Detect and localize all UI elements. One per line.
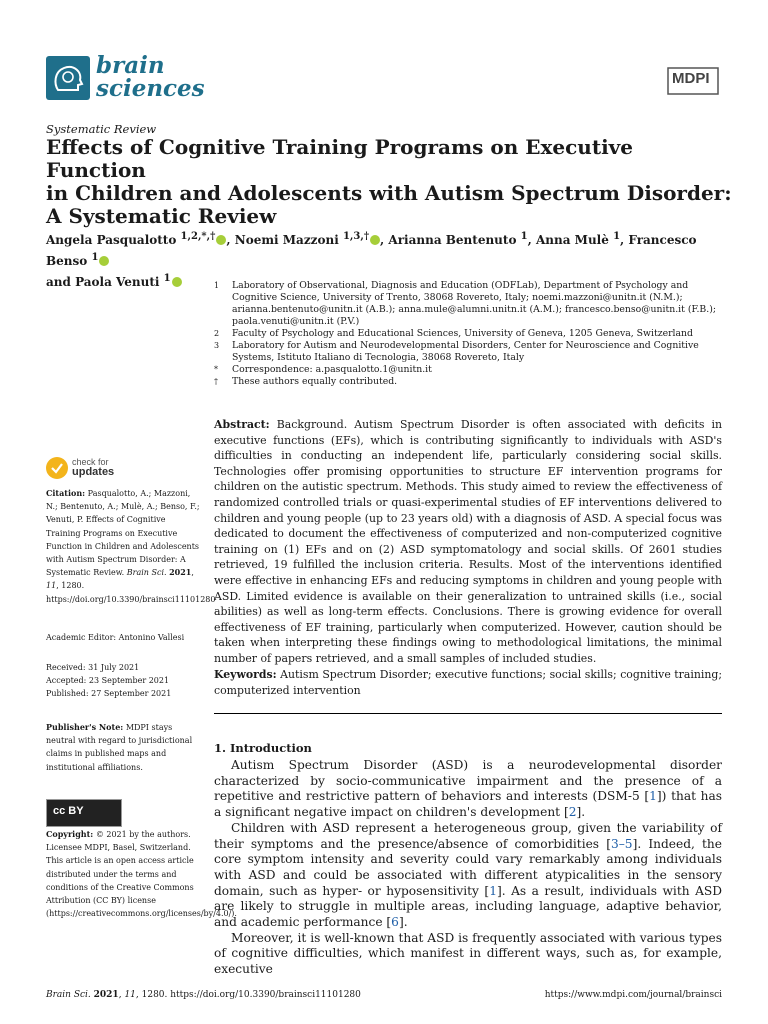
- affiliation-item: 1 Laboratory of Observational, Diagnosis and Education (ODFLab), Department of Psychology and Cognitive Science, University of Trento, 38068 Rovereto, Italy; noemi.mazzoni@unitn.it (N.M.); arianna.bentenuto@unitn.it (A.B.); anna.mule@alumni.unitn.it (A.M.); francesco.benso@unitn.it (F.B.); paola.venuti@unitn.it (P.V.): [214, 280, 716, 327]
- citation-link[interactable]: 3–5: [610, 836, 633, 851]
- affiliation-item: † These authors equally contributed.: [214, 376, 398, 387]
- orcid-icon[interactable]: [172, 277, 182, 287]
- check-badge-icon: [46, 457, 68, 479]
- cc-license-badge[interactable]: [46, 799, 122, 827]
- article-title: Effects of Cognitive Training Programs on Executive Function in Children and Adolescents with Autism Spectrum Disorder: A Systematic Review: [46, 135, 732, 228]
- orcid-icon[interactable]: [216, 235, 226, 245]
- affiliation-item: 2 Faculty of Psychology and Educational Sciences, University of Geneva, 1205 Geneva, Switzerland: [214, 328, 693, 339]
- dates-block: Received: 31 July 2021 Accepted: 23 September 2021 Published: 27 September 2021: [46, 663, 172, 699]
- orcid-icon[interactable]: [99, 256, 109, 266]
- orcid-icon[interactable]: [370, 235, 380, 245]
- academic-editor: Academic Editor: Antonino Vallesi: [46, 633, 185, 642]
- journal-logo[interactable]: [46, 52, 206, 106]
- article-type: Systematic Review: [46, 122, 157, 136]
- cc-by-icon: cc BY: [53, 805, 84, 817]
- section-divider: [214, 713, 722, 714]
- publishers-note: Publisher's Note: MDPI stays neutral with regard to jurisdictional claims in published maps and institutional affiliations.: [46, 722, 193, 772]
- publisher-name: MDPI: [672, 70, 710, 87]
- publisher-logo[interactable]: [664, 66, 722, 96]
- check-for-updates-button[interactable]: check for updates: [46, 455, 166, 485]
- copyright-block: Copyright: © 2021 by the authors. Licensee MDPI, Basel, Switzerland. This article is an open access article distributed under the terms and conditions of the Creative Commons Attribution (CC BY) license (https://creativecommons.org/licenses/by/4.0/).: [46, 829, 237, 919]
- affiliation-item: 3 Laboratory for Autism and Neurodevelopmental Disorders, Center for Neuroscience and Cognitive Systems, Istituto Italiano di Tecnologia, 38068 Rovereto, Italy: [214, 340, 699, 363]
- affiliations: [214, 280, 724, 388]
- brain-head-icon: [46, 56, 90, 100]
- abstract: Abstract: Background. Autism Spectrum Disorder is often associated with deficits in executive functions (EFs), which is contributing significantly to individuals with ASD's difficulties in conducting an independent life, particularly considering social skills. Technologies offer promising opportunities to structure EF intervention programs for children on the autistic spectrum. Methods. This study aimed to review the effectiveness of randomized controlled trials or quasi-experimental studies of EF interventions delivered to children and young people (up to 23 years old) with a diagnosis of ASD. A special focus was dedicated to document the effectiveness of computerized and non-computerized cognitive training on (1) EFs and on (2) ASD symptomatology and social skills. Of 2601 studies retrieved, 19 fulfilled the inclusion criteria. Results. Most of the interventions identified were effective in enhancing EFs and reducing symptoms in children and young people with ASD. Limited evidence is available on their generalization to untrained skills (i.e., social abilities) as well as long-term effects. Conclusions. There is growing evidence for overall effectiveness of EF training, particularly when computerized. However, caution should be taken when interpreting these findings owing to methodological limitations, the minimal number of papers retrieved, and a small samples of included studies.: [214, 418, 722, 665]
- keywords: Keywords: Autism Spectrum Disorder; executive functions; social skills; cognitive training; computerized intervention: [214, 668, 722, 697]
- footer-citation: Brain Sci. 2021, 11, 1280. https://doi.org/10.3390/brainsci11101280: [46, 990, 361, 1000]
- affiliation-item: * Correspondence: a.pasqualotto.1@unitn.it: [214, 364, 432, 375]
- citation-link[interactable]: 1: [649, 789, 657, 804]
- journal-name: brain sciences: [96, 52, 205, 102]
- citation-link[interactable]: 6: [391, 915, 399, 930]
- citation-link[interactable]: 1: [489, 883, 497, 898]
- citation-link[interactable]: 2: [568, 805, 577, 820]
- intro-text: Autism Spectrum Disorder (ASD) is a neurodevelopmental disorder characterized by socio-communicative impairment and the presence of a repetitive and restrictive pattern of behaviors and interests (DSM-5 [1]) that has a significant negative impact on children's development [2]. Children with ASD represent a heterogeneous group, given the variability of their symptoms and the presence/absence of comorbidities [3–5]. Indeed, the core symptom intensity and severity could vary remarkably among individuals with ASD and could be associated with different atypicalities in the sensory domain, such as hyper- or hyposensitivity [1]. As a result, individuals with ASD are likely to struggle in multiple areas, including language, adaptive behavior, and academic performance [6]. Moreover, it is well-known that ASD is frequently associated with various types of cognitive difficulties, which manifest in different ways, such as, for example, executive: [214, 758, 723, 977]
- footer-journal-url[interactable]: https://www.mdpi.com/journal/brainsci: [544, 990, 722, 1000]
- author-list: Angela Pasqualotto $^{1,2,*,\dagger}$ , Noemi Mazzoni $^{1,3,\dagger}$ , Arianna Bentenuto $^1$, Anna Mulè $^1$, Francesco Benso $^1$ and Paola Venuti $^1$: [46, 231, 697, 289]
- section-heading: 1. Introduction: [214, 741, 312, 755]
- citation-block: Citation: Pasqualotto, A.; Mazzoni, N.; Bentenuto, A.; Mulè, A.; Benso, F.; Venuti, P. Effects of Cognitive Training Programs on Executive Function in Children and Adolescents with Autism Spectrum Disorder: A Systematic Review. Brain Sci. 2021, 11, 1280. https://doi.org/10.3390/brainsci11101280: [46, 488, 216, 604]
